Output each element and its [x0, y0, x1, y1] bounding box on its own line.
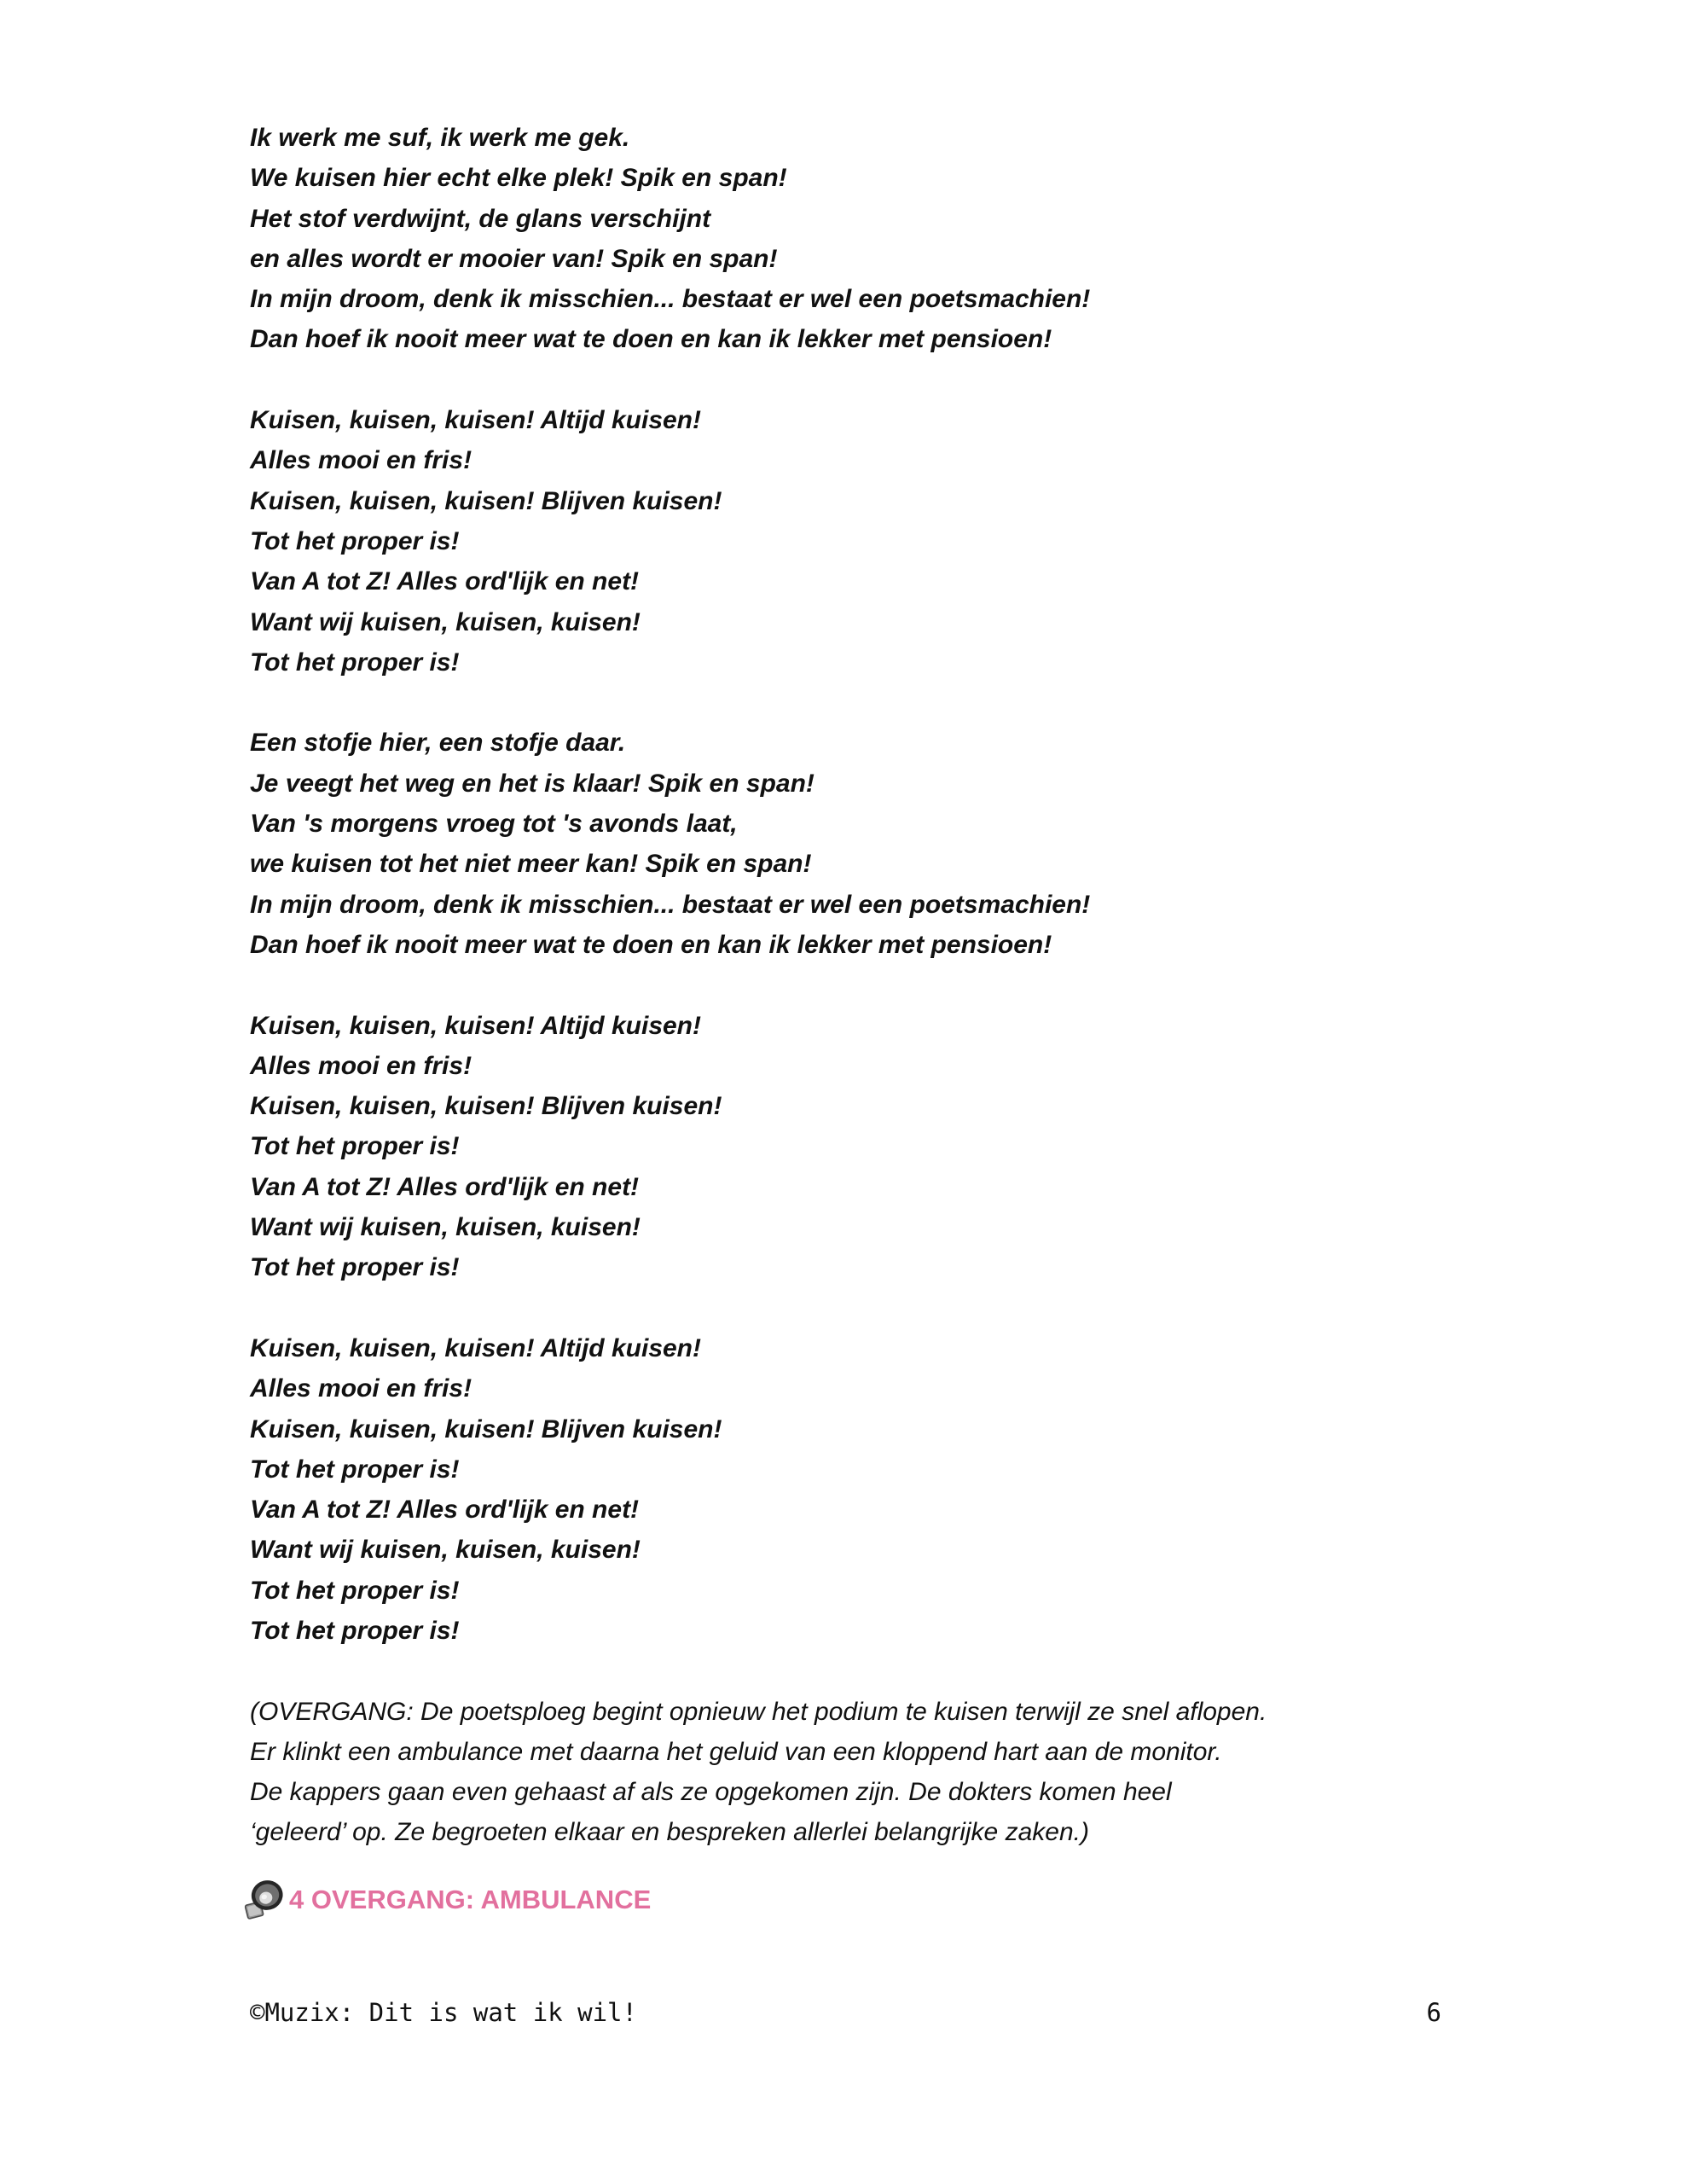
- lyric-line: Kuisen, kuisen, kuisen! Blijven kuisen!: [250, 486, 722, 515]
- lyric-line: Kuisen, kuisen, kuisen! Altijd kuisen!: [250, 406, 701, 435]
- lyrics-content: [250, 118, 1267, 1920]
- section-heading-label: 4 OVERGANG: AMBULANCE: [289, 1884, 652, 1914]
- lyric-line: Kuisen, kuisen, kuisen! Altijd kuisen!: [250, 1333, 701, 1362]
- lyric-line: Kuisen, kuisen, kuisen! Altijd kuisen!: [250, 1011, 701, 1040]
- stage-direction-line: De kappers gaan even gehaast af als ze opgekomen zijn. De dokters komen heel: [250, 1778, 1172, 1807]
- lyric-line: Je veegt het weg en het is klaar! Spik en span!: [250, 769, 815, 798]
- stanza-verse-2: [250, 723, 1267, 965]
- stage-direction-line: ‘geleerd’ op. Ze begroeten elkaar en bespreken allerlei belangrijke zaken.): [250, 1818, 1089, 1847]
- stage-direction-line: (OVERGANG: De poetsploeg begint opnieuw het podium te kuisen terwijl ze snel aflopen.: [250, 1697, 1267, 1726]
- lyric-line: Het stof verdwijnt, de glans verschijnt: [250, 204, 711, 233]
- lyric-line: In mijn droom, denk ik misschien... bestaat er wel een poetsmachien!: [250, 890, 1091, 919]
- loudspeaker-icon: [241, 1879, 286, 1920]
- stage-direction: [250, 1692, 1267, 1853]
- lyric-line: Alles mooi en fris!: [250, 446, 472, 475]
- lyric-line: Ik werk me suf, ik werk me gek.: [250, 124, 630, 152]
- footer-credit: ©Muzix: Dit is wat ik wil!: [250, 1998, 637, 2027]
- lyric-line: Dan hoef ik nooit meer wat te doen en kan ik lekker met pensioen!: [250, 930, 1052, 959]
- stanza-chorus-2: [250, 1006, 1267, 1288]
- lyric-line: Tot het proper is!: [250, 648, 460, 677]
- lyric-line: Dan hoef ik nooit meer wat te doen en kan ik lekker met pensioen!: [250, 325, 1052, 354]
- lyric-line: Tot het proper is!: [250, 1132, 460, 1161]
- lyric-line: Van A tot Z! Alles ord'lijk en net!: [250, 1496, 640, 1525]
- lyric-line: Van 's morgens vroeg tot 's avonds laat,: [250, 810, 738, 839]
- lyric-line: Tot het proper is!: [250, 1616, 460, 1645]
- page-footer: [250, 1998, 1441, 2027]
- lyric-line: We kuisen hier echt elke plek! Spik en span!: [250, 164, 787, 193]
- lyric-line: Een stofje hier, een stofje daar.: [250, 729, 626, 758]
- lyric-line: Kuisen, kuisen, kuisen! Blijven kuisen!: [250, 1414, 722, 1443]
- lyric-line: en alles wordt er mooier van! Spik en span!: [250, 244, 778, 273]
- lyric-line: Tot het proper is!: [250, 1253, 460, 1282]
- lyric-line: Want wij kuisen, kuisen, kuisen!: [250, 607, 641, 636]
- lyric-line: Tot het proper is!: [250, 526, 460, 555]
- lyric-line: Van A tot Z! Alles ord'lijk en net!: [250, 567, 640, 596]
- section-heading: [241, 1879, 1267, 1920]
- lyric-line: In mijn droom, denk ik misschien... bestaat er wel een poetsmachien!: [250, 285, 1091, 314]
- stanza-verse-1: [250, 118, 1267, 360]
- page-number: 6: [1426, 1998, 1441, 2027]
- lyric-line: Tot het proper is!: [250, 1455, 460, 1484]
- lyric-line: Tot het proper is!: [250, 1576, 460, 1605]
- stanza-chorus-1: [250, 400, 1267, 682]
- lyric-line: we kuisen tot het niet meer kan! Spik en span!: [250, 850, 812, 879]
- lyric-line: Alles mooi en fris!: [250, 1051, 472, 1080]
- stanza-chorus-3: [250, 1328, 1267, 1651]
- stage-direction-line: Er klinkt een ambulance met daarna het geluid van een kloppend hart aan de monitor.: [250, 1737, 1222, 1766]
- lyric-line: Kuisen, kuisen, kuisen! Blijven kuisen!: [250, 1092, 722, 1121]
- lyric-line: Want wij kuisen, kuisen, kuisen!: [250, 1536, 641, 1565]
- lyric-line: Van A tot Z! Alles ord'lijk en net!: [250, 1172, 640, 1201]
- lyric-line: Alles mooi en fris!: [250, 1374, 472, 1403]
- lyric-line: Want wij kuisen, kuisen, kuisen!: [250, 1213, 641, 1242]
